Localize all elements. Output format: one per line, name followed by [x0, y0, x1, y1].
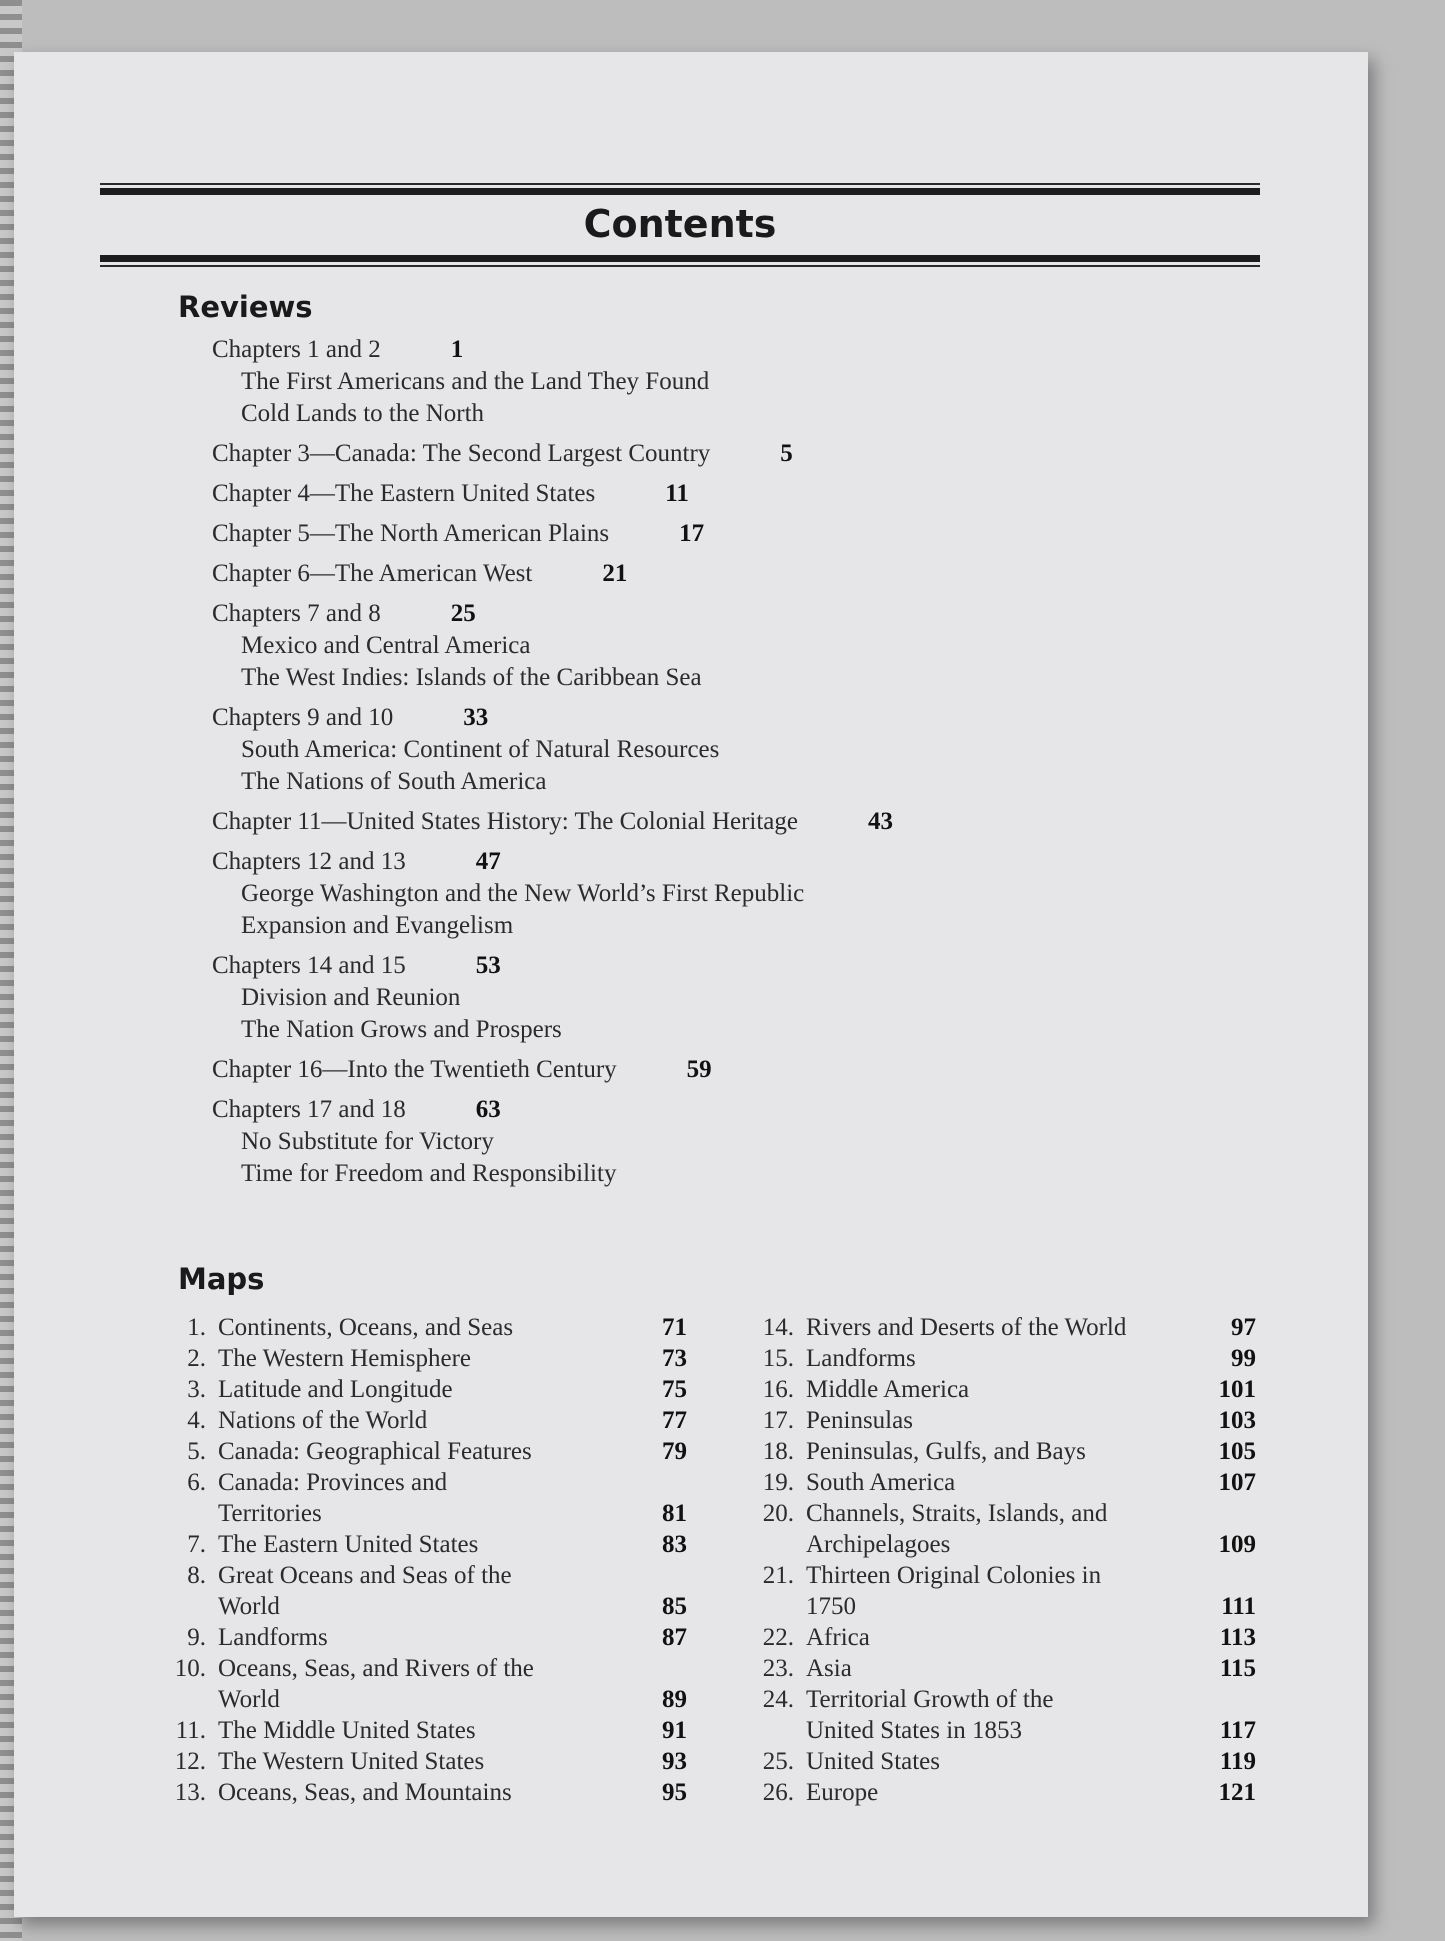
review-entry — [212, 1054, 893, 1086]
review-label: Chapter 11—United States History: The Colonial Heritage — [212, 808, 798, 835]
review-page-number: 25 — [450, 600, 476, 627]
map-entry — [747, 1467, 1256, 1498]
map-page-number: 87 — [662, 1624, 687, 1651]
review-entry-line — [212, 598, 893, 630]
review-subtitle: Cold Lands to the North — [241, 400, 485, 427]
review-subtitle: Expansion and Evangelism — [241, 912, 514, 939]
map-page-number: 71 — [662, 1314, 687, 1341]
map-page-number: 103 — [1218, 1407, 1256, 1434]
map-number: 12. — [174, 1748, 206, 1775]
map-title — [206, 1436, 633, 1467]
map-number: 20. — [762, 1500, 794, 1527]
map-page-number: 117 — [1219, 1717, 1256, 1744]
review-entry-line — [212, 702, 893, 734]
map-entry — [747, 1560, 1256, 1622]
map-entry — [747, 1498, 1256, 1560]
map-title — [794, 1312, 1202, 1343]
map-number: 22. — [762, 1624, 794, 1651]
review-label: Chapter 5—The North American Plains — [212, 520, 610, 547]
map-page-number: 105 — [1218, 1438, 1256, 1465]
review-entry — [212, 702, 893, 798]
map-entry — [747, 1343, 1256, 1374]
map-page-number: 111 — [1221, 1593, 1256, 1620]
map-number: 4. — [187, 1407, 206, 1434]
map-entry — [159, 1405, 687, 1436]
review-entry — [212, 478, 893, 510]
review-entry-line — [212, 518, 893, 550]
map-title-line: Middle America — [806, 1376, 970, 1403]
map-title-line: United States — [806, 1748, 941, 1775]
map-page-number: 89 — [662, 1686, 687, 1713]
map-page-number: 115 — [1219, 1655, 1256, 1682]
map-entry — [159, 1653, 687, 1715]
map-title — [794, 1343, 1202, 1374]
review-page-number: 5 — [780, 440, 793, 467]
review-entry-line — [212, 950, 893, 982]
map-page-number: 121 — [1218, 1779, 1256, 1806]
map-title-line: Nations of the World — [218, 1407, 428, 1434]
review-subtitle: The First Americans and the Land They Found — [241, 368, 710, 395]
map-title-line: Canada: Geographical Features — [218, 1438, 532, 1465]
review-label: Chapter 4—The Eastern United States — [212, 480, 596, 507]
review-entry — [212, 334, 893, 430]
review-page-number: 47 — [475, 848, 501, 875]
map-number: 11. — [175, 1717, 206, 1744]
review-subtitle: No Substitute for Victory — [241, 1128, 494, 1155]
review-subtitle: Mexico and Central America — [241, 632, 531, 659]
map-entry — [159, 1529, 687, 1560]
map-title-line: Continents, Oceans, and Seas — [218, 1314, 514, 1341]
map-title — [794, 1560, 1202, 1622]
review-page-number: 33 — [463, 704, 489, 731]
review-page-number: 17 — [679, 520, 705, 547]
map-page-number: 85 — [662, 1593, 687, 1620]
map-title — [206, 1374, 633, 1405]
map-page-number: 91 — [662, 1717, 687, 1744]
map-title-line: Oceans, Seas, and Mountains — [218, 1779, 512, 1806]
map-title-line: Canada: Provinces and — [218, 1469, 448, 1496]
review-entry — [212, 518, 893, 550]
reviews-heading: Reviews — [178, 290, 313, 324]
map-page-number: 77 — [662, 1407, 687, 1434]
review-entry-line — [212, 846, 893, 878]
map-entry — [159, 1312, 687, 1343]
map-title — [206, 1560, 633, 1622]
review-page-number: 59 — [686, 1056, 712, 1083]
map-entry — [159, 1374, 687, 1405]
map-title — [794, 1777, 1202, 1808]
review-label: Chapters 9 and 10 — [212, 704, 394, 731]
map-title-line: World — [218, 1686, 280, 1713]
map-entry — [159, 1622, 687, 1653]
map-entry — [159, 1436, 687, 1467]
map-entry — [747, 1436, 1256, 1467]
map-title-line: Channels, Straits, Islands, and — [806, 1500, 1108, 1527]
map-title-line: Peninsulas — [806, 1407, 913, 1434]
review-subtitle: George Washington and the New World’s First Republic — [241, 880, 805, 907]
map-entry — [747, 1622, 1256, 1653]
map-title — [206, 1312, 633, 1343]
review-entry — [212, 598, 893, 694]
title-rule-top-thick — [100, 188, 1260, 195]
review-label: Chapter 16—Into the Twentieth Century — [212, 1056, 617, 1083]
map-number: 19. — [762, 1469, 794, 1496]
review-label: Chapter 6—The American West — [212, 560, 533, 587]
map-number: 26. — [762, 1779, 794, 1806]
map-title-line: Landforms — [806, 1345, 916, 1372]
map-title-line: Great Oceans and Seas of the — [218, 1562, 512, 1589]
page-title: Contents — [583, 202, 777, 246]
map-page-number: 107 — [1218, 1469, 1256, 1496]
map-entry — [159, 1560, 687, 1622]
review-label: Chapters 17 and 18 — [212, 1096, 406, 1123]
review-page-number: 1 — [450, 336, 464, 363]
maps-list-left — [159, 1312, 687, 1808]
map-page-number: 119 — [1219, 1748, 1256, 1775]
map-page-number: 97 — [1231, 1314, 1256, 1341]
map-number: 8. — [187, 1562, 206, 1589]
map-number: 17. — [762, 1407, 794, 1434]
map-title — [206, 1343, 633, 1374]
review-page-number: 43 — [868, 808, 893, 835]
map-page-number: 93 — [662, 1748, 687, 1775]
review-entry-line — [212, 438, 893, 470]
map-number: 10. — [174, 1655, 206, 1682]
map-page-number: 73 — [662, 1345, 687, 1372]
review-entry — [212, 950, 893, 1046]
map-title-line: Oceans, Seas, and Rivers of the — [218, 1655, 534, 1682]
map-title-line: Rivers and Deserts of the World — [806, 1314, 1127, 1341]
map-number: 23. — [762, 1655, 794, 1682]
map-page-number: 101 — [1218, 1376, 1256, 1403]
map-title — [794, 1653, 1202, 1684]
map-title-line: Asia — [806, 1655, 852, 1682]
contents-page — [14, 52, 1368, 1917]
title-rule-top-thin — [100, 183, 1260, 185]
map-number: 3. — [187, 1376, 206, 1403]
map-title-line: World — [218, 1593, 280, 1620]
map-entry — [747, 1405, 1256, 1436]
map-title — [206, 1777, 633, 1808]
review-entry — [212, 438, 893, 470]
title-rule-bottom-thick — [100, 255, 1260, 262]
review-subtitle: The West Indies: Islands of the Caribbean Sea — [241, 664, 702, 691]
map-entry — [159, 1777, 687, 1808]
map-number: 2. — [187, 1345, 206, 1372]
map-title — [794, 1405, 1202, 1436]
map-page-number: 99 — [1231, 1345, 1256, 1372]
map-page-number: 113 — [1219, 1624, 1256, 1651]
map-entry — [747, 1653, 1256, 1684]
maps-heading: Maps — [178, 1262, 265, 1296]
map-entry — [747, 1746, 1256, 1777]
map-title-line: United States in 1853 — [806, 1717, 1022, 1744]
review-entry-line — [212, 558, 893, 590]
review-entry — [212, 846, 893, 942]
map-page-number: 95 — [662, 1779, 687, 1806]
map-number: 1. — [187, 1314, 206, 1341]
map-number: 16. — [762, 1376, 794, 1403]
map-page-number: 79 — [662, 1438, 687, 1465]
map-title — [794, 1467, 1202, 1498]
map-number: 25. — [762, 1748, 794, 1775]
map-number: 6. — [187, 1469, 206, 1496]
map-entry — [747, 1312, 1256, 1343]
map-page-number: 75 — [662, 1376, 687, 1403]
map-title — [206, 1529, 633, 1560]
map-entry — [159, 1343, 687, 1374]
map-title-line: Landforms — [218, 1624, 328, 1651]
reviews-list — [212, 334, 893, 1198]
map-title — [206, 1653, 633, 1715]
review-page-number: 11 — [665, 480, 689, 507]
map-number: 18. — [762, 1438, 794, 1465]
map-title — [206, 1622, 633, 1653]
map-title-line: Latitude and Longitude — [218, 1376, 453, 1403]
map-number: 15. — [762, 1345, 794, 1372]
review-entry-line — [212, 1054, 893, 1086]
review-entry — [212, 558, 893, 590]
map-title — [206, 1405, 633, 1436]
map-entry — [159, 1715, 687, 1746]
map-number: 14. — [762, 1314, 794, 1341]
review-subtitle: South America: Continent of Natural Resources — [241, 736, 720, 763]
review-page-number: 53 — [475, 952, 501, 979]
map-number: 13. — [174, 1779, 206, 1806]
map-title — [794, 1374, 1202, 1405]
map-page-number: 83 — [662, 1531, 687, 1558]
map-title-line: Territories — [218, 1500, 322, 1527]
map-title — [794, 1498, 1202, 1560]
review-subtitle: The Nation Grows and Prospers — [241, 1016, 562, 1043]
review-page-number: 63 — [475, 1096, 501, 1123]
map-entry — [747, 1684, 1256, 1746]
map-page-number: 81 — [662, 1500, 687, 1527]
map-page-number: 109 — [1218, 1531, 1256, 1558]
review-subtitle: The Nations of South America — [241, 768, 547, 795]
map-title — [206, 1746, 633, 1777]
map-title — [206, 1467, 633, 1529]
map-title-line: Africa — [806, 1624, 870, 1651]
map-title-line: Archipelagoes — [806, 1531, 951, 1558]
map-entry — [747, 1777, 1256, 1808]
maps-list-right — [747, 1312, 1256, 1808]
review-page-number: 21 — [602, 560, 628, 587]
map-number: 5. — [187, 1438, 206, 1465]
map-title — [794, 1622, 1202, 1653]
map-number: 7. — [187, 1531, 206, 1558]
map-number: 9. — [187, 1624, 206, 1651]
map-title-line: Territorial Growth of the — [806, 1686, 1054, 1713]
review-entry-line — [212, 334, 893, 366]
map-title — [794, 1746, 1202, 1777]
map-title — [794, 1684, 1202, 1746]
review-label: Chapters 7 and 8 — [212, 600, 381, 627]
map-title-line: The Western United States — [218, 1748, 485, 1775]
review-label: Chapters 12 and 13 — [212, 848, 406, 875]
map-title-line: The Western Hemisphere — [218, 1345, 471, 1372]
map-title-line: The Eastern United States — [218, 1531, 479, 1558]
title-rule-bottom-thin — [100, 265, 1260, 267]
map-entry — [159, 1746, 687, 1777]
review-subtitle: Division and Reunion — [241, 984, 461, 1011]
map-title-line: Europe — [806, 1779, 879, 1806]
map-title — [794, 1436, 1202, 1467]
review-subtitle: Time for Freedom and Responsibility — [241, 1160, 617, 1187]
review-entry — [212, 806, 893, 838]
map-title-line: Thirteen Original Colonies in — [806, 1562, 1102, 1589]
map-number: 24. — [762, 1686, 794, 1713]
review-entry-line — [212, 478, 893, 510]
map-entry — [747, 1374, 1256, 1405]
map-title — [206, 1715, 633, 1746]
review-label: Chapter 3—Canada: The Second Largest Country — [212, 440, 711, 467]
map-entry — [159, 1467, 687, 1529]
review-label: Chapters 1 and 2 — [212, 336, 381, 363]
map-number: 21. — [762, 1562, 794, 1589]
review-entry — [212, 1094, 893, 1190]
map-title-line: South America — [806, 1469, 956, 1496]
map-title-line: 1750 — [806, 1593, 856, 1620]
map-title-line: Peninsulas, Gulfs, and Bays — [806, 1438, 1086, 1465]
map-title-line: The Middle United States — [218, 1717, 476, 1744]
review-entry-line — [212, 1094, 893, 1126]
review-entry-line — [212, 806, 893, 838]
review-label: Chapters 14 and 15 — [212, 952, 406, 979]
